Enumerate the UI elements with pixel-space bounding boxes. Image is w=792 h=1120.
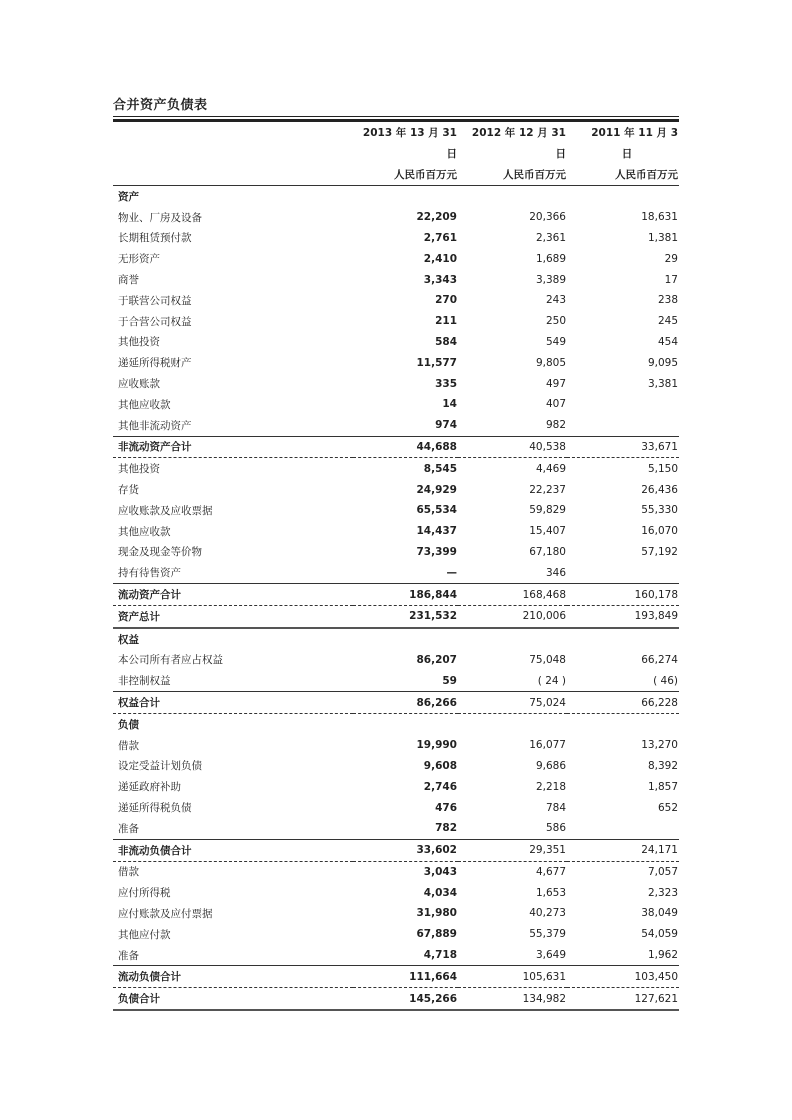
- title-rule-thin: [113, 116, 679, 117]
- value-2012: ( 24 ): [537, 674, 566, 687]
- value-2013: 3,043: [423, 865, 457, 878]
- value-2012: 784: [545, 801, 566, 814]
- value-2011: 238: [657, 294, 678, 307]
- column-date-2011: 2011 年 11 月 3: [591, 127, 678, 139]
- column-day-2012: 日: [555, 148, 566, 160]
- row-label: 准备: [118, 822, 139, 835]
- row-label: 长期租赁预付款: [118, 232, 192, 245]
- value-2013: [353, 713, 458, 734]
- value-2013: 31,980: [416, 907, 457, 920]
- value-2013: 9,608: [423, 759, 457, 772]
- value-2012: 4,677: [535, 865, 566, 878]
- value-2012: [458, 628, 567, 650]
- table-row: [113, 415, 679, 436]
- value-2013: 19,990: [416, 739, 457, 752]
- table-row: [113, 882, 679, 903]
- value-2011: 24,171: [567, 839, 679, 861]
- total-row: [113, 584, 679, 606]
- value-2011: 5,150: [647, 462, 678, 475]
- value-2011: 7,057: [647, 865, 678, 878]
- table-row: [113, 818, 679, 839]
- value-2011: 2,323: [647, 886, 678, 899]
- value-2013: 476: [435, 801, 457, 814]
- value-2013: 59: [442, 674, 457, 687]
- value-2012: 15,407: [529, 525, 566, 538]
- value-2013: 86,266: [353, 692, 458, 714]
- column-day-2013: 日: [446, 148, 457, 160]
- value-2011: [567, 713, 679, 734]
- value-2012: 75,024: [458, 692, 567, 714]
- row-label: 现金及现金等价物: [118, 546, 202, 559]
- value-2012: 16,077: [529, 739, 566, 752]
- column-currency-2013: 人民币百万元: [353, 164, 458, 186]
- row-label: 其他投资: [118, 336, 160, 349]
- value-2012: 549: [545, 335, 566, 348]
- value-2011: [567, 818, 679, 839]
- row-label: 物业、厂房及设备: [118, 211, 202, 224]
- value-2013: 65,534: [416, 504, 457, 517]
- value-2012: 210,006: [458, 605, 567, 627]
- value-2013: 73,399: [416, 545, 457, 558]
- table-row: [113, 458, 679, 479]
- value-2012: 586: [545, 822, 566, 835]
- row-label: 资产总计: [113, 605, 353, 627]
- value-2011: 66,228: [567, 692, 679, 714]
- header-row-currency: [113, 164, 679, 186]
- value-2012: 168,468: [458, 584, 567, 606]
- value-2013: 33,602: [353, 839, 458, 861]
- value-2012: 40,273: [529, 907, 566, 920]
- row-label: 应收账款: [118, 378, 160, 391]
- table-row: [113, 756, 679, 777]
- table-row: [113, 500, 679, 521]
- column-date-2013: 2013 年 13 月 31: [362, 127, 457, 139]
- value-2013: 67,889: [416, 928, 457, 941]
- document-title: 合并资产负债表: [113, 98, 208, 113]
- table-row: [113, 861, 679, 882]
- value-2012: 497: [545, 377, 566, 390]
- table-row: [113, 373, 679, 394]
- value-2011: 1,381: [647, 231, 678, 244]
- value-2011: [567, 415, 679, 436]
- value-2011: 16,070: [641, 525, 678, 538]
- row-label: 应付账款及应付票据: [118, 907, 213, 920]
- value-2011: 33,671: [567, 436, 679, 458]
- value-2013: 24,929: [416, 483, 457, 496]
- row-label: 其他应付款: [118, 928, 171, 941]
- value-2011: 66,274: [641, 653, 678, 666]
- table-row: [113, 228, 679, 249]
- value-2012: 40,538: [458, 436, 567, 458]
- value-2011: 454: [657, 335, 678, 348]
- value-2012: 2,361: [535, 231, 566, 244]
- value-2011: [567, 394, 679, 415]
- header-empty: [113, 164, 353, 186]
- row-label: 其他投资: [118, 463, 160, 476]
- value-2011: 38,049: [641, 907, 678, 920]
- table-row: [113, 670, 679, 691]
- value-2013: 111,664: [353, 966, 458, 988]
- value-2011: 17: [664, 273, 678, 286]
- total-row: [113, 966, 679, 988]
- row-label: 设定受益计划负债: [118, 760, 202, 773]
- section-label: 负债: [118, 718, 139, 731]
- table-row: [113, 735, 679, 756]
- row-label: 递延所得税财产: [118, 357, 192, 370]
- row-label: 借款: [118, 739, 139, 752]
- section-header-row: [113, 713, 679, 734]
- value-2013: 44,688: [353, 436, 458, 458]
- value-2012: [458, 713, 567, 734]
- value-2013: 8,545: [423, 462, 457, 475]
- row-label: 于联营公司权益: [118, 294, 192, 307]
- value-2012: 4,469: [535, 462, 566, 475]
- value-2013: 974: [435, 419, 457, 432]
- header-empty: [113, 143, 353, 164]
- value-2012: 346: [545, 566, 566, 579]
- table-row: [113, 562, 679, 583]
- header-empty: [113, 122, 353, 143]
- balance-sheet-page: [113, 96, 679, 1011]
- table-body: [113, 186, 679, 1011]
- row-label: 递延所得税负债: [118, 802, 192, 814]
- value-2012: 1,689: [535, 252, 566, 265]
- row-label: 其他应收款: [118, 525, 171, 538]
- column-currency-2011: 人民币百万元: [567, 164, 679, 186]
- value-2011: 1,962: [647, 949, 678, 962]
- value-2013: [353, 186, 458, 207]
- table-row: [113, 248, 679, 269]
- value-2011: [567, 562, 679, 583]
- row-label: 权益合计: [113, 692, 353, 714]
- value-2011: [567, 186, 679, 207]
- row-label: 应收账款及应收票据: [118, 504, 213, 517]
- value-2013: 11,577: [416, 356, 457, 369]
- table-row: [113, 332, 679, 353]
- value-2013: 584: [435, 335, 457, 348]
- value-2011: ( 46): [653, 674, 678, 687]
- value-2012: 105,631: [458, 966, 567, 988]
- value-2012: 22,237: [529, 483, 566, 496]
- value-2012: 2,218: [535, 780, 566, 793]
- row-label: 商誉: [118, 274, 139, 287]
- value-2013: 3,343: [423, 273, 457, 286]
- table-row: [113, 394, 679, 415]
- row-label: 非流动负债合计: [113, 839, 353, 861]
- value-2013: 782: [435, 822, 457, 835]
- value-2013: 2,410: [423, 252, 457, 265]
- table-row: [113, 797, 679, 818]
- value-2011: 57,192: [641, 545, 678, 558]
- table-row: [113, 924, 679, 945]
- value-2011: 18,631: [641, 211, 678, 224]
- table-row: [113, 776, 679, 797]
- balance-sheet-table: [113, 122, 679, 1011]
- value-2012: 1,653: [535, 886, 566, 899]
- value-2013: 335: [435, 377, 457, 390]
- table-row: [113, 479, 679, 500]
- row-label: 流动负债合计: [113, 966, 353, 988]
- value-2012: 75,048: [529, 653, 566, 666]
- value-2011: 13,270: [641, 739, 678, 752]
- value-2013: 22,209: [416, 211, 457, 224]
- table-row: [113, 945, 679, 966]
- table-row: [113, 269, 679, 290]
- row-label: 本公司所有者应占权益: [118, 654, 223, 667]
- total-row: [113, 692, 679, 714]
- value-2011: 26,436: [641, 483, 678, 496]
- table-row: [113, 311, 679, 332]
- value-2013: 86,207: [416, 653, 457, 666]
- value-2012: 59,829: [529, 504, 566, 517]
- value-2012: 3,389: [535, 273, 566, 286]
- row-label: 无形资产: [118, 253, 160, 266]
- value-2013: 270: [435, 294, 457, 307]
- value-2011: 8,392: [647, 759, 678, 772]
- value-2013: 186,844: [353, 584, 458, 606]
- row-label: 递延政府补助: [118, 781, 181, 794]
- value-2011: 1,857: [647, 780, 678, 793]
- value-2012: 982: [545, 419, 566, 432]
- value-2013: 2,761: [423, 231, 457, 244]
- table-row: [113, 903, 679, 924]
- value-2011: 652: [657, 801, 678, 814]
- section-label: 资产: [118, 190, 139, 203]
- table-row: [113, 352, 679, 373]
- value-2012: 9,686: [535, 759, 566, 772]
- value-2011: [567, 628, 679, 650]
- section-header-row: [113, 628, 679, 650]
- table-row: [113, 207, 679, 228]
- value-2012: 67,180: [529, 545, 566, 558]
- value-2013: 145,266: [353, 988, 458, 1010]
- value-2012: [458, 186, 567, 207]
- row-label: 准备: [118, 949, 139, 962]
- row-label: 负债合计: [113, 988, 353, 1010]
- value-2012: 250: [545, 315, 566, 328]
- value-2013: 14: [442, 398, 457, 411]
- value-2012: 3,649: [535, 949, 566, 962]
- value-2012: 134,982: [458, 988, 567, 1010]
- row-label: 持有待售资产: [118, 567, 181, 580]
- total-row: [113, 839, 679, 861]
- value-2013: 4,034: [423, 886, 457, 899]
- value-2012: 243: [545, 294, 566, 307]
- column-date-2012: 2012 年 12 月 31: [471, 127, 566, 139]
- value-2013: 2,746: [423, 780, 457, 793]
- section-label: 权益: [118, 633, 139, 646]
- value-2011: 160,178: [567, 584, 679, 606]
- row-label: 非流动资产合计: [113, 436, 353, 458]
- row-label: 借款: [118, 866, 139, 879]
- row-label: 非控制权益: [118, 675, 171, 688]
- value-2013: 14,437: [416, 525, 457, 538]
- row-label: 流动资产合计: [113, 584, 353, 606]
- value-2011: 103,450: [567, 966, 679, 988]
- value-2011: 29: [664, 252, 678, 265]
- value-2013: [353, 628, 458, 650]
- value-2013: 231,532: [353, 605, 458, 627]
- total-row: [113, 436, 679, 458]
- value-2013: 4,718: [423, 949, 457, 962]
- table-row: [113, 290, 679, 311]
- table-row: [113, 521, 679, 542]
- value-2012: 407: [545, 398, 566, 411]
- column-currency-2012: 人民币百万元: [458, 164, 567, 186]
- value-2012: 20,366: [529, 211, 566, 224]
- value-2012: 9,805: [535, 356, 566, 369]
- value-2013: 211: [435, 315, 457, 328]
- value-2011: 245: [657, 315, 678, 328]
- section-header-row: [113, 186, 679, 207]
- header-row-dates: [113, 122, 679, 143]
- value-2011: 55,330: [641, 504, 678, 517]
- total-row: [113, 605, 679, 627]
- row-label: 其他应收款: [118, 398, 171, 411]
- value-2012: 29,351: [458, 839, 567, 861]
- value-2011: 54,059: [641, 928, 678, 941]
- row-label: 其他非流动资产: [118, 419, 192, 432]
- row-label: 应付所得税: [118, 887, 171, 900]
- header-row-day: [113, 143, 679, 164]
- value-2012: 55,379: [529, 928, 566, 941]
- table-row: [113, 542, 679, 563]
- row-label: 存货: [118, 484, 139, 497]
- value-2013: —: [446, 566, 457, 579]
- row-label: 于合营公司权益: [118, 315, 192, 328]
- total-row: [113, 988, 679, 1010]
- value-2011: 3,381: [647, 377, 678, 390]
- column-day-2011: 日: [621, 148, 633, 160]
- value-2011: 193,849: [567, 605, 679, 627]
- value-2011: 127,621: [567, 988, 679, 1010]
- value-2011: 9,095: [647, 356, 678, 369]
- table-row: [113, 650, 679, 671]
